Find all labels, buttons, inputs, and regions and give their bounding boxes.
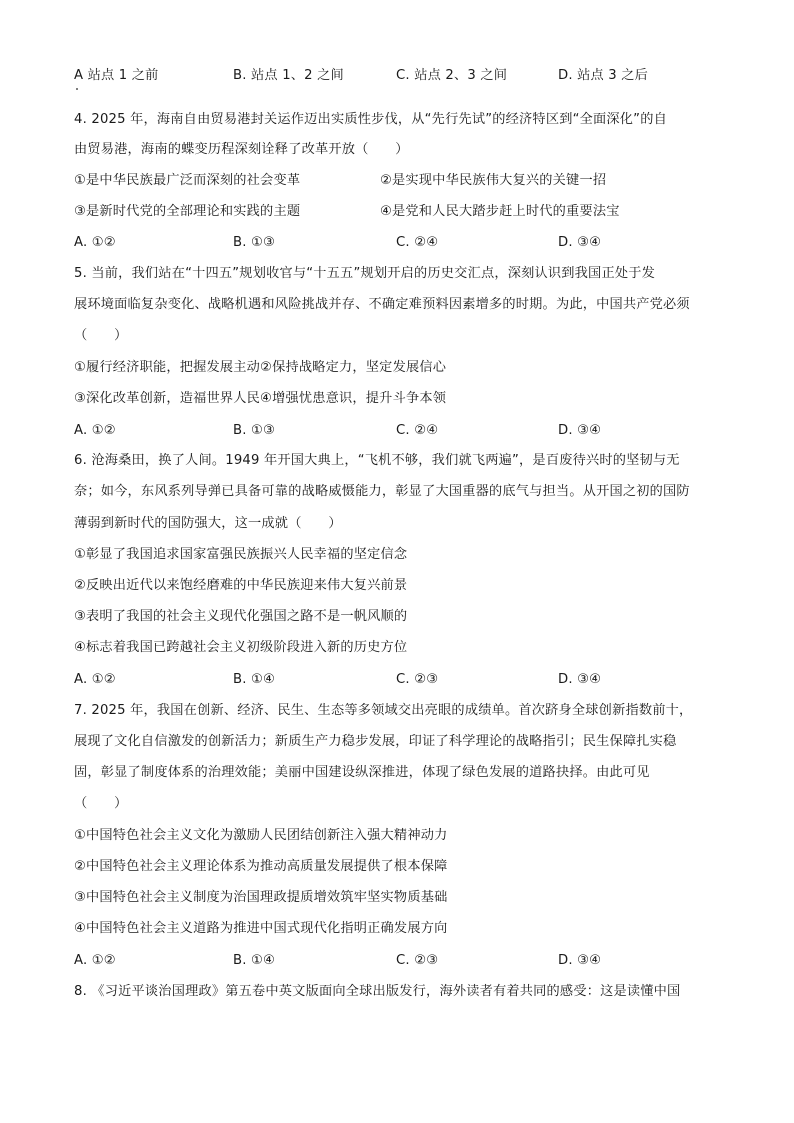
q6-option-a[interactable]: A. ①② [74,672,116,687]
q3-option-a[interactable]: A 站点 1 之前 [74,68,159,83]
q7-stem-line-1: 7. 2025 年，我国在创新、经济、民生、生态等多领域交出亮眼的成绩单。首次跻身全球创新指数前十， [74,703,693,718]
q4-items-row-2 [74,202,724,222]
q7-option-b[interactable]: B. ①④ [233,953,276,968]
q7-option-a[interactable]: A. ①② [74,953,116,968]
q6-option-b[interactable]: B. ①④ [233,672,276,687]
q4-option-b[interactable]: B. ①③ [233,235,276,250]
q4-option-d[interactable]: D. ③④ [558,235,602,250]
q8-stem-line-1: 8. 《习近平谈治国理政》第五卷中英文版面向全球出版发行，海外读者有着共同的感受：这是读懂中国 [74,984,681,999]
q6-item-4: ④标志着我国已跨越社会主义初级阶段进入新的历史方位 [74,640,408,655]
q3-option-d[interactable]: D. 站点 3 之后 [558,68,649,83]
q5-option-d[interactable]: D. ③④ [558,423,602,438]
q5-stem-line-1: 5. 当前，我们站在“十四五”规划收官与“十五五”规划开启的历史交汇点，深刻认识到我国正处于发 [74,266,655,281]
stray-dot [76,88,78,90]
q7-item-3: ③中国特色社会主义制度为治国理政提质增效筑牢坚实物质基础 [74,890,448,905]
q6-item-2: ②反映出近代以来饱经磨难的中华民族迎来伟大复兴前景 [74,578,408,593]
q6-item-3: ③表明了我国的社会主义现代化强国之路不是一帆风顺的 [74,609,408,624]
q5-item-row-2: ③深化改革创新，造福世界人民④增强忧患意识，提升斗争本领 [74,391,447,406]
q7-option-c[interactable]: C. ②③ [396,953,439,968]
q7-stem-line-4: （ ） [74,796,128,811]
q5-option-a[interactable]: A. ①② [74,423,116,438]
q6-item-1: ①彰显了我国追求国家富强民族振兴人民幸福的坚定信念 [74,547,408,562]
q4-option-c[interactable]: C. ②④ [396,235,439,250]
q3-option-c[interactable]: C. 站点 2、3 之间 [396,68,508,83]
q4-option-a[interactable]: A. ①② [74,235,116,250]
q4-items-row-1 [74,171,724,191]
q4-item-4: ④是党和人民大踏步赶上时代的重要法宝 [380,204,620,219]
q6-stem-line-1: 6. 沧海桑田，换了人间。1949 年开国大典上，“飞机不够，我们就飞两遍”，是百废待兴时的坚韧与无 [74,453,680,468]
q5-stem-line-3: （ ） [74,328,128,343]
q4-item-1: ①是中华民族最广泛而深刻的社会变革 [74,173,301,188]
q4-item-3: ③是新时代党的全部理论和实践的主题 [74,204,301,219]
q3-option-b[interactable]: B. 站点 1、2 之间 [233,68,344,83]
q4-stem-line-1: 4. 2025 年，海南自由贸易港封关运作迈出实质性步伐，从“先行先试”的经济特区到“全面深化”的自 [74,112,667,127]
q5-stem-line-2: 展环境面临复杂变化、战略机遇和风险挑战并存、不确定难预料因素增多的时期。为此，中国共产党必须 [74,297,690,312]
q7-item-2: ②中国特色社会主义理论体系为推动高质量发展提供了根本保障 [74,859,448,874]
q6-option-c[interactable]: C. ②③ [396,672,439,687]
q6-option-d[interactable]: D. ③④ [558,672,602,687]
q7-option-d[interactable]: D. ③④ [558,953,602,968]
q5-option-b[interactable]: B. ①③ [233,423,276,438]
q7-item-4: ④中国特色社会主义道路为推进中国式现代化指明正确发展方向 [74,921,448,936]
q7-item-1: ①中国特色社会主义文化为激励人民团结创新注入强大精神动力 [74,828,448,843]
q7-stem-line-2: 展现了文化自信激发的创新活力；新质生产力稳步发展，印证了科学理论的战略指引；民生保障扎实稳 [74,734,677,749]
q5-option-c[interactable]: C. ②④ [396,423,439,438]
q4-item-2: ②是实现中华民族伟大复兴的关键一招 [380,173,607,188]
q7-stem-line-3: 固，彰显了制度体系的治理效能；美丽中国建设纵深推进，体现了绿色发展的道路抉择。由此可见 [74,765,650,780]
q4-stem-line-2: 由贸易港，海南的蝶变历程深刻诠释了改革开放（ ） [74,142,409,157]
q5-item-row-1: ①履行经济职能，把握发展主动②保持战略定力，坚定发展信心 [74,360,447,375]
q6-stem-line-2: 奈；如今，东风系列导弹已具备可靠的战略威慑能力，彰显了大国重器的底气与担当。从开国之初的国防 [74,484,690,499]
q6-stem-line-3: 薄弱到新时代的国防强大，这一成就（ ） [74,516,342,531]
